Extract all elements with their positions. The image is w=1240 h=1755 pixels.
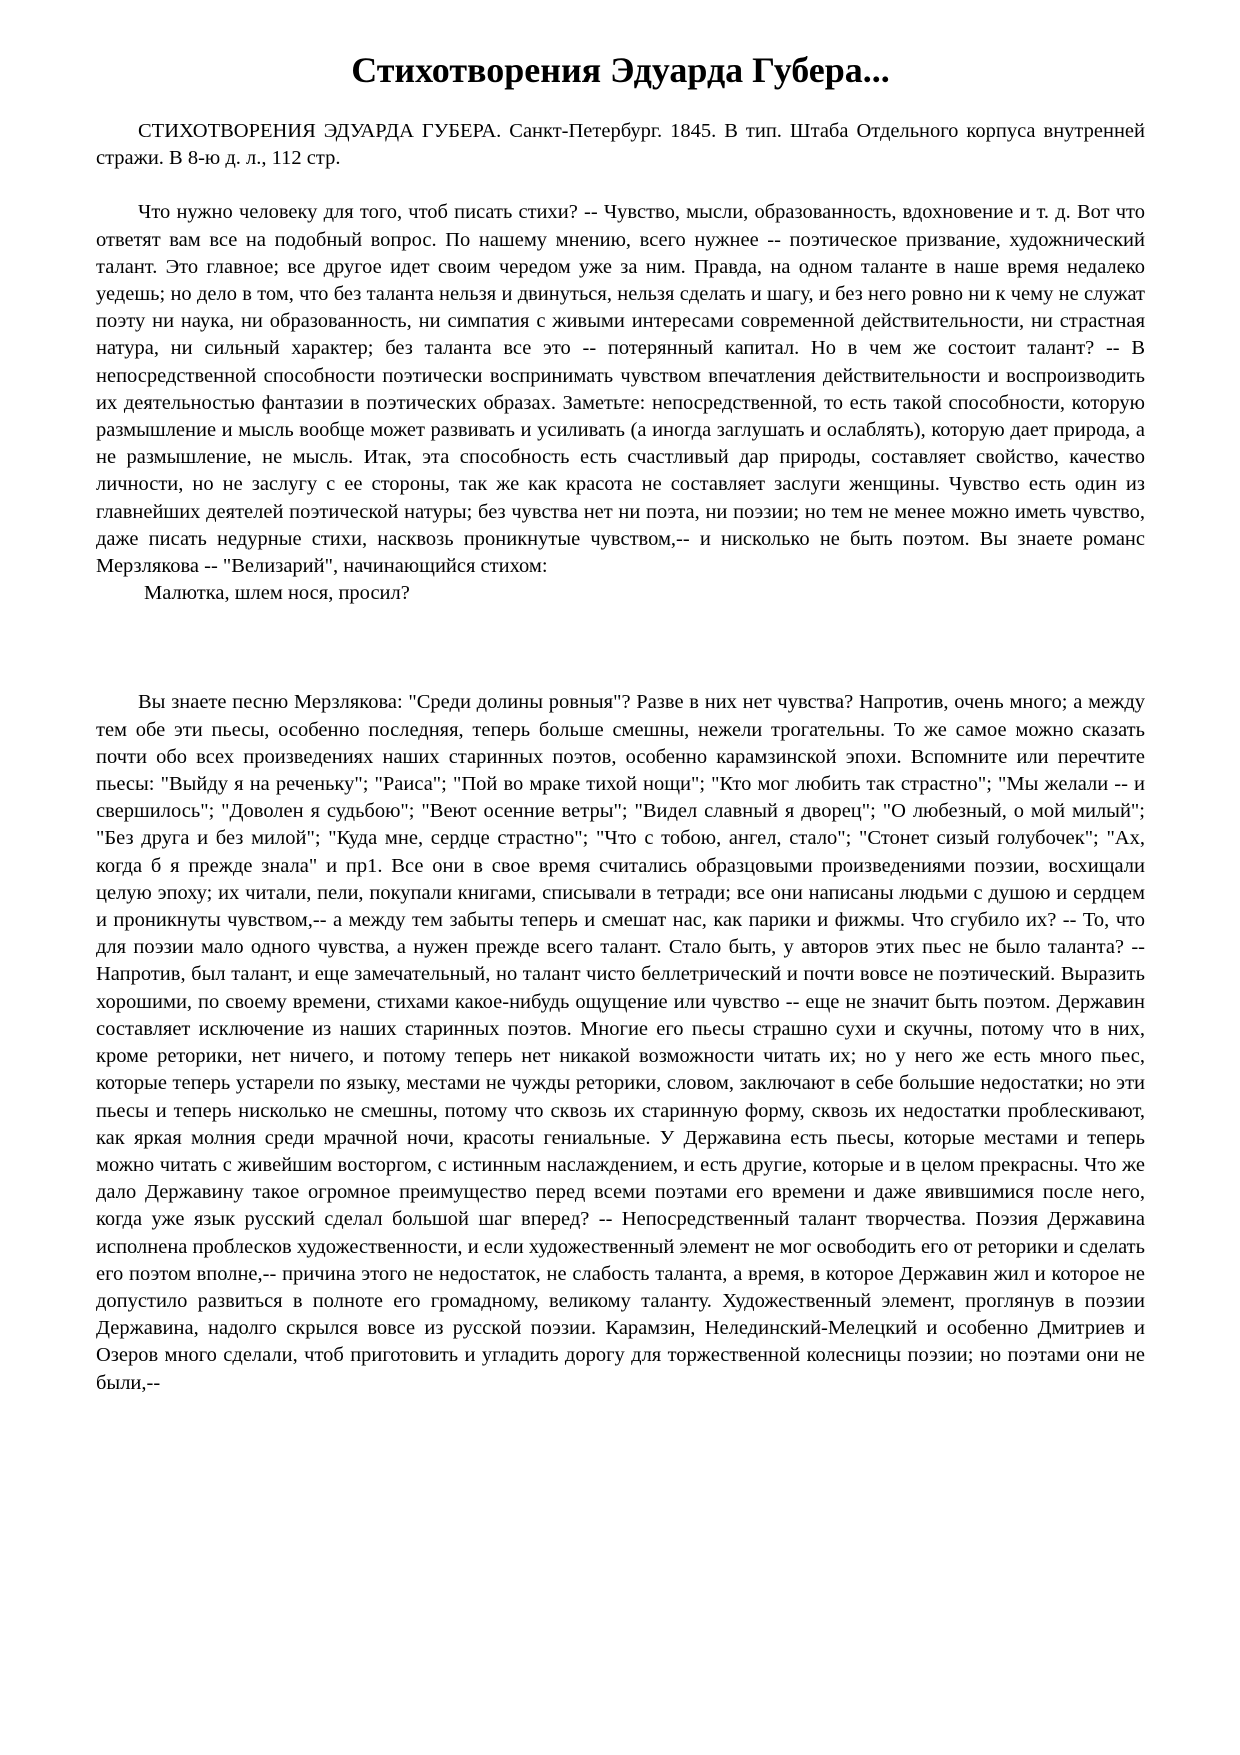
bibliography-paragraph: СТИХОТВОРЕНИЯ ЭДУАРДА ГУБЕРА. Санкт-Петербург. 1845. В тип. Штаба Отдельного корпуса внутренней стражи. В 8-ю д. л., 112 стр. (96, 120, 1145, 170)
document-title: Стихотворения Эдуарда Губера... (351, 50, 890, 90)
body-paragraph-1: Что нужно человеку для того, чтоб писать стихи? -- Чувство, мысли, образованность, вдохновение и т. д. Вот что ответят вам все на подобный вопрос. По нашему мнению, всего нужнее -- поэтическое призвание, художнический талант. Это главное; все другое идет своим чередом уже за ним. Правда, на одном таланте в наше время недалеко уедешь; но дело в том, что без таланта нельзя и двинуться, нельзя сделать и шагу, и без него ровно ни к чему не служат поэту ни наука, ни образованность, ни симпатия с живыми интересами современной действительности, ни страстная натура, ни сильный характер; без таланта все это -- потерянный капитал. Но в чем же состоит талант? -- В непосредственной способности поэтически воспринимать чувством впечатления действительности и воспроизводить их деятельностью фантазии в поэтических образах. Заметьте: непосредственной, то есть такой способности, которую размышление и мысль вообще может развивать и усиливать (а иногда заглушать и ослаблять), которую дает природа, а не размышление, не мысль. Итак, эта способность есть счастливый дар природы, составляет свойство, качество личности, но не заслугу с ее стороны, так же как красота не составляет заслуги женщины. Чувство есть один из главнейших деятелей поэтической натуры; без чувства нет ни поэта, ни поэзии; но тем не менее можно иметь чувство, даже писать недурные стихи, насквозь проникнутые чувством,-- и нисколько не быть поэтом. Вы знаете романс Мерзлякова -- "Велизарий", начинающийся стихом: (96, 201, 1145, 578)
section-spacer (96, 607, 1145, 689)
document-page (96, 50, 1145, 1397)
verse-quote: Малютка, шлем нося, просил? (144, 582, 410, 605)
body-paragraph-2: Вы знаете песню Мерзлякова: "Среди долины ровныя"? Разве в них нет чувства? Напротив, очень много; а между тем обе эти пьесы, особенно последняя, теперь больше смешны, нежели трогательны. То же самое можно сказать почти обо всех произведениях наших старинных поэтов, особенно карамзинской эпохи. Вспомните или перечтите пьесы: "Выйду я на реченьку"; "Раиса"; "Пой во мраке тихой нощи"; "Кто мог любить так страстно"; "Мы желали -- и свершилось"; "Доволен я судьбою"; "Веют осенние ветры"; "Видел славный я дворец"; "О любезный, о мой милый"; "Без друга и без милой"; "Куда мне, сердце страстно"; "Что с тобою, ангел, стало"; "Стонет сизый голубочек"; "Ах, когда б я прежде знала" и пр1. Все они в свое время считались образцовыми произведениями поэзии, восхищали целую эпоху; их читали, пели, покупали книгами, списывали в тетради; все они написаны людьми с душою и сердцем и проникнуты чувством,-- а между тем забыты теперь и смешат нас, как парики и фижмы. Что сгубило их? -- То, что для поэзии мало одного чувства, а нужен прежде всего талант. Стало быть, у авторов этих пьес не было таланта? -- Напротив, был талант, и еще замечательный, но талант чисто беллетрический и почти вовсе не поэтический. Выразить хорошими, по своему времени, стихами какое-нибудь ощущение или чувство -- еще не значит быть поэтом. Державин составляет исключение из наших старинных поэтов. Многие его пьесы страшно сухи и скучны, потому что в них, кроме реторики, нет ничего, и потому теперь нет никакой возможности читать их; но у него же есть много пьес, которые теперь устарели по языку, местами не чужды реторики, словом, заключают в себе большие недостатки; но эти пьесы и теперь нисколько не смешны, потому что сквозь их старинную форму, сквозь их недостатки проблескивают, как яркая молния среди мрачной ночи, красоты гениальные. У Державина есть пьесы, которые местами и теперь можно читать с живейшим восторгом, с истинным наслаждением, и есть другие, которые и в целом прекрасны. Что же дало Державину такое огромное преимущество перед всеми поэтами его времени и даже явившимися после него, когда уже язык русский сделал большой шаг вперед? -- Непосредственный талант творчества. Поэзия Державина исполнена проблесков художественности, и если художественный элемент не мог освободить его от реторики и сделать его поэтом вполне,-- причина этого не недостаток, не слабость таланта, а время, в которое Державин жил и которое не допустило развиться в полноте его громадному, великому таланту. Художественный элемент, проглянув в поэзии Державина, надолго скрылся вовсе из русской поэзии. Карамзин, Нелединский-Мелецкий и особенно Дмитриев и Озеров много сделали, чтоб приготовить и угладить дорогу для торжественной колесницы поэзии; но поэтами они не были,-- (96, 691, 1145, 1394)
